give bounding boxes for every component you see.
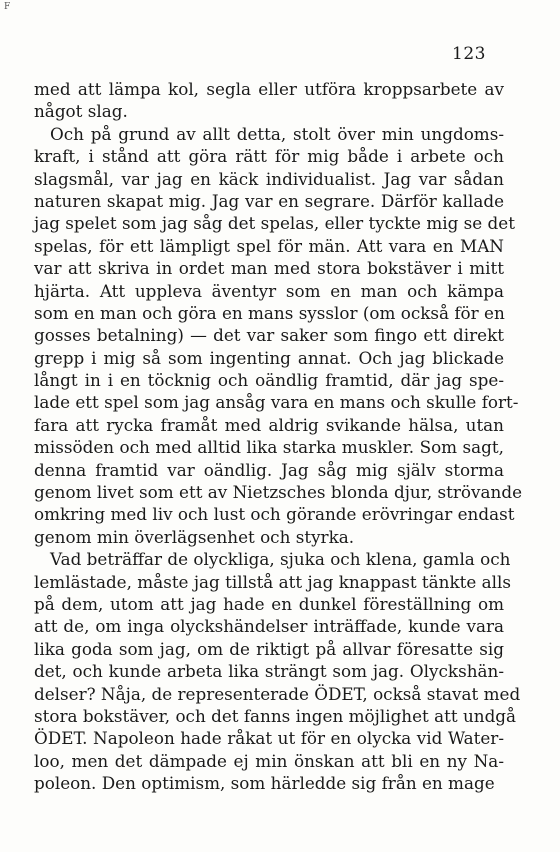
text-line: som en man och göra en mans sysslor (om också för en	[34, 302, 505, 323]
text-line: på dem, utom att jag hade en dunkel föreställning om	[34, 593, 504, 614]
text-line: ÖDET. Napoleon hade råkat ut för en olycka vid Water-	[34, 728, 504, 749]
text-line: lade ett spel som jag ansåg vara en mans och skulle fort-	[34, 392, 519, 413]
text-line: poleon. Den optimism, som härledde sig från en mage	[34, 773, 495, 794]
text-line: lika goda som jag, om de riktigt på allvar föresatte sig	[34, 638, 504, 659]
text-line: denna framtid var oändlig. Jag såg mig själv storma	[34, 459, 504, 480]
text-line: fara att rycka framåt med aldrig svikande hälsa, utan	[34, 414, 504, 435]
paragraph	[34, 548, 521, 794]
text-line: naturen skapat mig. Jag var en segrare. Därför kallade	[34, 190, 504, 211]
body-text	[34, 78, 522, 795]
text-line: jag spelet som jag såg det spelas, eller tyckte mig se det	[34, 213, 515, 234]
text-line: lemlästade, måste jag tillstå att jag knappast tänkte alls	[34, 571, 512, 592]
text-line: hjärta. Att uppleva äventyr som en man och kämpa	[34, 280, 504, 301]
text-line: delser? Nåja, de representerade ÖDET, också stavat med	[34, 683, 521, 704]
text-line: loo, men det dämpade ej min önskan att bli en ny Na-	[34, 750, 504, 771]
text-line: grepp i mig så som ingenting annat. Och jag blickade	[34, 347, 504, 368]
text-line: missöden och med alltid lika starka muskler. Som sagt,	[34, 437, 504, 458]
text-line: gosses betalning) — det var saker som fingo ett direkt	[34, 325, 504, 346]
page-number: 123	[452, 44, 486, 64]
paragraph	[34, 78, 504, 123]
text-line: att de, om inga olyckshändelser inträffade, kunde vara	[34, 616, 504, 637]
text-line: kraft, i stånd att göra rätt för mig både i arbete och	[34, 146, 504, 167]
text-line: var att skriva in ordet man med stora bokstäver i mitt	[34, 258, 504, 279]
text-line: slagsmål, var jag en käck individualist. Jag var sådan	[34, 168, 504, 189]
corner-mark: F	[4, 2, 11, 12]
text-line: långt in i en töcknig och oändlig framtid, där jag spe-	[34, 370, 504, 391]
paragraph	[34, 123, 522, 548]
text-line: stora bokstäver, och det fanns ingen möjlighet att undgå	[34, 705, 517, 726]
text-line: spelas, för ett lämpligt spel för män. Att vara en MAN	[34, 235, 504, 256]
text-line: genom min överlägsenhet och styrka.	[34, 526, 355, 547]
text-line: Vad beträffar de olyckliga, sjuka och klena, gamla och	[50, 549, 511, 570]
text-line: med att lämpa kol, segla eller utföra kroppsarbete av	[34, 79, 504, 99]
text-line: omkring med liv och lust och görande erövringar endast	[34, 504, 515, 525]
text-line: något slag.	[34, 101, 128, 122]
text-line: genom livet som ett av Nietzsches blonda djur, strövande	[34, 482, 522, 503]
text-line: det, och kunde arbeta lika strängt som jag. Olyckshän-	[34, 661, 504, 682]
text-line: Och på grund av allt detta, stolt över min ungdoms-	[50, 123, 504, 144]
